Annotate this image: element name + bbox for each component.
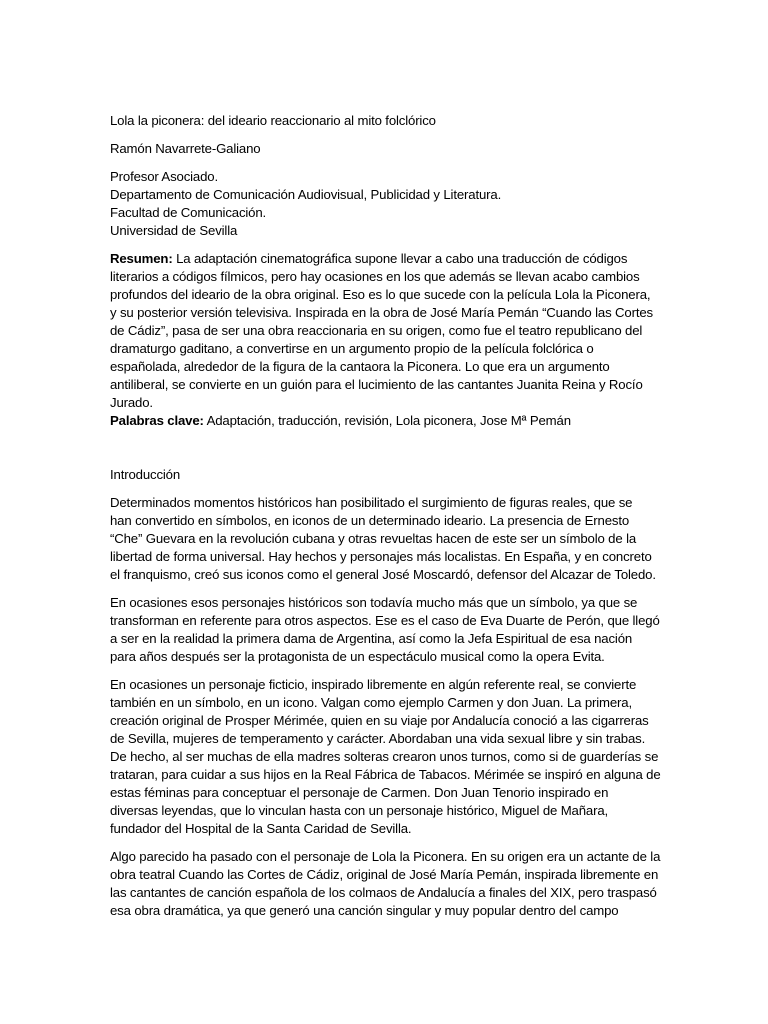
body-paragraph bbox=[110, 848, 660, 920]
author-name: Ramón Navarrete-Galiano bbox=[110, 141, 261, 156]
paragraph-line: libertad de forma universal. Hay hechos y personajes más localistas. En España, y en concreto bbox=[110, 549, 652, 564]
paragraph-line: estas féminas para conceptuar el personaje de Carmen. Don Juan Tenorio inspirado en bbox=[110, 785, 609, 800]
abstract-line: dramaturgo gaditano, a convertirse en un argumento propio de la película folclórica o bbox=[110, 341, 594, 356]
paragraph-line: “Che” Guevara en la revolución cubana y otras revueltas hacen de este ser un símbolo de la bbox=[110, 531, 637, 546]
keywords-label: Palabras clave: bbox=[110, 413, 204, 428]
paragraph-line: creación original de Prosper Mérimée, quien en su viaje por Andalucía conoció a las cigarreras bbox=[110, 713, 649, 728]
document-title: Lola la piconera: del ideario reaccionario al mito folclórico bbox=[110, 113, 436, 128]
affiliation-line: Profesor Asociado. bbox=[110, 169, 218, 184]
abstract-line: y su posterior versión televisiva. Inspirada en la obra de José María Pemán “Cuando las Cortes bbox=[110, 305, 653, 320]
paragraph-line: Determinados momentos históricos han posibilitado el surgimiento de figuras reales, que se bbox=[110, 495, 633, 510]
paragraph-line: trataran, para cuidar a sus hijos en la Real Fábrica de Tabacos. Mérimée se inspiró en alguna de bbox=[110, 767, 661, 782]
paragraph-line: obra teatral Cuando las Cortes de Cádiz, original de José María Pemán, inspirada libremente en bbox=[110, 867, 659, 882]
paragraph-line: diversas leyendas, que lo vinculan hasta con un personaje histórico, Miguel de Mañara, bbox=[110, 803, 609, 818]
abstract-line: de Cádiz”, pasa de ser una obra reaccionaria en su origen, como fue el teatro republicano del bbox=[110, 323, 643, 338]
author-affiliation bbox=[110, 168, 660, 240]
paragraph-line: a ser en la realidad la primera dama de Argentina, así como la Jefa Espiritual de esa nación bbox=[110, 631, 633, 646]
paragraph-line: han convertido en símbolos, en iconos de un determinado ideario. La presencia de Ernesto bbox=[110, 513, 630, 528]
paragraph-line: de Sevilla, mujeres de temperamento y carácter. Abordaban una vida sexual libre y sin trabas. bbox=[110, 731, 646, 746]
abstract-block bbox=[110, 250, 660, 430]
spacer bbox=[110, 430, 660, 466]
abstract-line bbox=[110, 250, 660, 268]
body-paragraph bbox=[110, 494, 660, 584]
abstract-line: antiliberal, se convierte en un guión para el lucimiento de las cantantes Juanita Reina y Rocío bbox=[110, 377, 643, 392]
body-paragraph bbox=[110, 676, 660, 838]
abstract-text: La adaptación cinematográfica supone llevar a cabo una traducción de códigos bbox=[172, 251, 628, 266]
paragraph-line: esa obra dramática, ya que generó una canción singular y muy popular dentro del campo bbox=[110, 903, 619, 918]
body-paragraph bbox=[110, 594, 660, 666]
paragraph-line: En ocasiones un personaje ficticio, inspirado libremente en algún referente real, se convierte bbox=[110, 677, 637, 692]
abstract-line: Jurado. bbox=[110, 395, 153, 410]
paragraph-line: De hecho, al ser muchas de ella madres solteras crearon unos turnos, como si de guarderías se bbox=[110, 749, 659, 764]
affiliation-line: Facultad de Comunicación. bbox=[110, 205, 267, 220]
keywords-line bbox=[110, 412, 660, 430]
paragraph-line: para años después ser la protagonista de un espectáculo musical como la opera Evita. bbox=[110, 649, 605, 664]
abstract-line: literarios a códigos fílmicos, pero hay ocasiones en los que además se llevan acabo cambios bbox=[110, 269, 640, 284]
abstract-line: profundos del ideario de la obra original. Eso es lo que sucede con la película Lola la Piconera, bbox=[110, 287, 651, 302]
abstract-line: españolada, alrededor de la figura de la cantaora la Piconera. Lo que era un argumento bbox=[110, 359, 610, 374]
paragraph-line: el franquismo, creó sus iconos como el general José Moscardó, defensor del Alcazar de Toledo. bbox=[110, 567, 656, 582]
paragraph-line: también en un símbolo, en un icono. Valgan como ejemplo Carmen y don Juan. La primera, bbox=[110, 695, 632, 710]
paragraph-line: las cantantes de canción española de los colmaos de Andalucía a finales del XIX, pero traspasó bbox=[110, 885, 657, 900]
abstract-label: Resumen: bbox=[110, 251, 173, 266]
paragraph-line: transforman en referente para otros aspectos. Ese es el caso de Eva Duarte de Perón, que llegó bbox=[110, 613, 660, 628]
paragraph-line: En ocasiones esos personajes históricos son todavía mucho más que un símbolo, ya que se bbox=[110, 595, 638, 610]
keywords-text: Adaptación, traducción, revisión, Lola piconera, Jose Mª Pemán bbox=[203, 413, 571, 428]
section-heading: Introducción bbox=[110, 467, 181, 482]
paragraph-line: Algo parecido ha pasado con el personaje de Lola la Piconera. En su origen era un actante de la bbox=[110, 849, 661, 864]
affiliation-line: Universidad de Sevilla bbox=[110, 223, 238, 238]
document-page bbox=[110, 112, 660, 930]
paragraph-line: fundador del Hospital de la Santa Caridad de Sevilla. bbox=[110, 821, 412, 836]
affiliation-line: Departamento de Comunicación Audiovisual, Publicidad y Literatura. bbox=[110, 187, 502, 202]
